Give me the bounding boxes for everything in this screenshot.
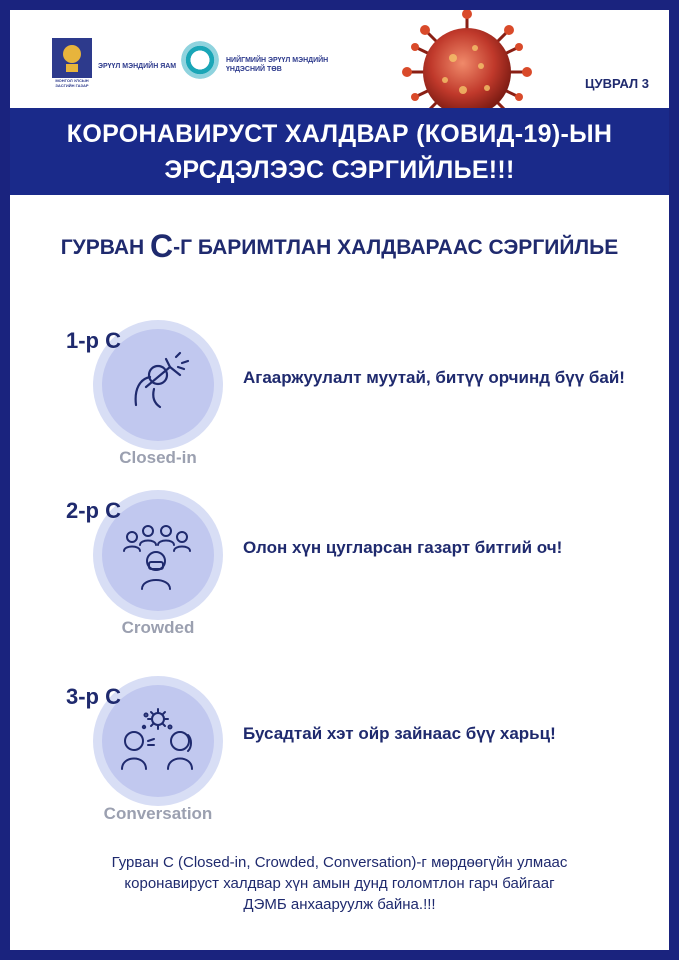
- state-emblem-icon: [52, 38, 92, 78]
- rule-text: Олон хүн цугларсан газарт битгий оч!: [243, 538, 563, 557]
- footer-line-1: Гурван С (Closed-in, Crowded, Conversation)-г мөрдөөгүйн улмаас: [111, 854, 568, 871]
- subtitle-prefix: ГУРВАН: [60, 236, 150, 259]
- subtitle: [10, 228, 669, 265]
- title-banner: [10, 108, 669, 195]
- rule-caption: Crowded: [121, 618, 195, 637]
- coughing-person-icon: [118, 345, 198, 425]
- rule-item-2: [10, 490, 669, 660]
- public-health-center-logo: [178, 38, 328, 88]
- ministry-logo: [52, 38, 177, 90]
- poster: [10, 10, 669, 950]
- banner-title-line-2: ЭРСДЭЛЭЭС СЭРГИЙЛЬЕ!!!: [164, 156, 515, 184]
- rule-text: Агааржуулалт муутай, битүү орчинд бүү бай!: [243, 368, 625, 387]
- emblem-caption: МОНГОЛ УЛСЫН ЗАСГИЙН ГАЗАР: [55, 78, 89, 88]
- banner-title-line-1: КОРОНАВИРУСТ ХАЛДВАР (КОВИД-19)-ЫН: [66, 120, 613, 148]
- rule-number: 3-р С: [66, 684, 121, 709]
- conversation-icon: [118, 701, 198, 781]
- public-health-center-name: НИЙГМИЙН ЭРҮҮЛ МЭНДИЙН ҮНДЭСНИЙ ТӨВ: [226, 57, 329, 73]
- footer-note: [30, 852, 649, 915]
- series-label: ЦУВРАЛ 3: [584, 76, 649, 91]
- footer-line-2: коронавируст халдвар хүн амын дунд голомтлон гарч байгааг: [124, 875, 555, 892]
- subtitle-big-letter: С: [150, 228, 174, 264]
- crowd-icon: [118, 515, 198, 595]
- rule-item-1: [10, 320, 669, 490]
- rule-caption: Conversation: [103, 804, 213, 823]
- rule-caption: Closed-in: [119, 448, 197, 467]
- footer-line-3: ДЭМБ анхааруулж байна.!!!: [243, 896, 436, 913]
- rule-item-3: [10, 676, 669, 846]
- public-health-center-icon: [178, 38, 222, 82]
- rule-text: Бусадтай хэт ойр зайнаас бүү харьц!: [243, 724, 556, 743]
- rule-number: 1-р С: [66, 328, 121, 353]
- rule-number: 2-р С: [66, 498, 121, 523]
- ministry-name: ЭРҮҮЛ МЭНДИЙН ЯАМ: [98, 63, 177, 70]
- subtitle-suffix: -Г БАРИМТЛАН ХАЛДВАРААС СЭРГИЙЛЬЕ: [173, 236, 619, 259]
